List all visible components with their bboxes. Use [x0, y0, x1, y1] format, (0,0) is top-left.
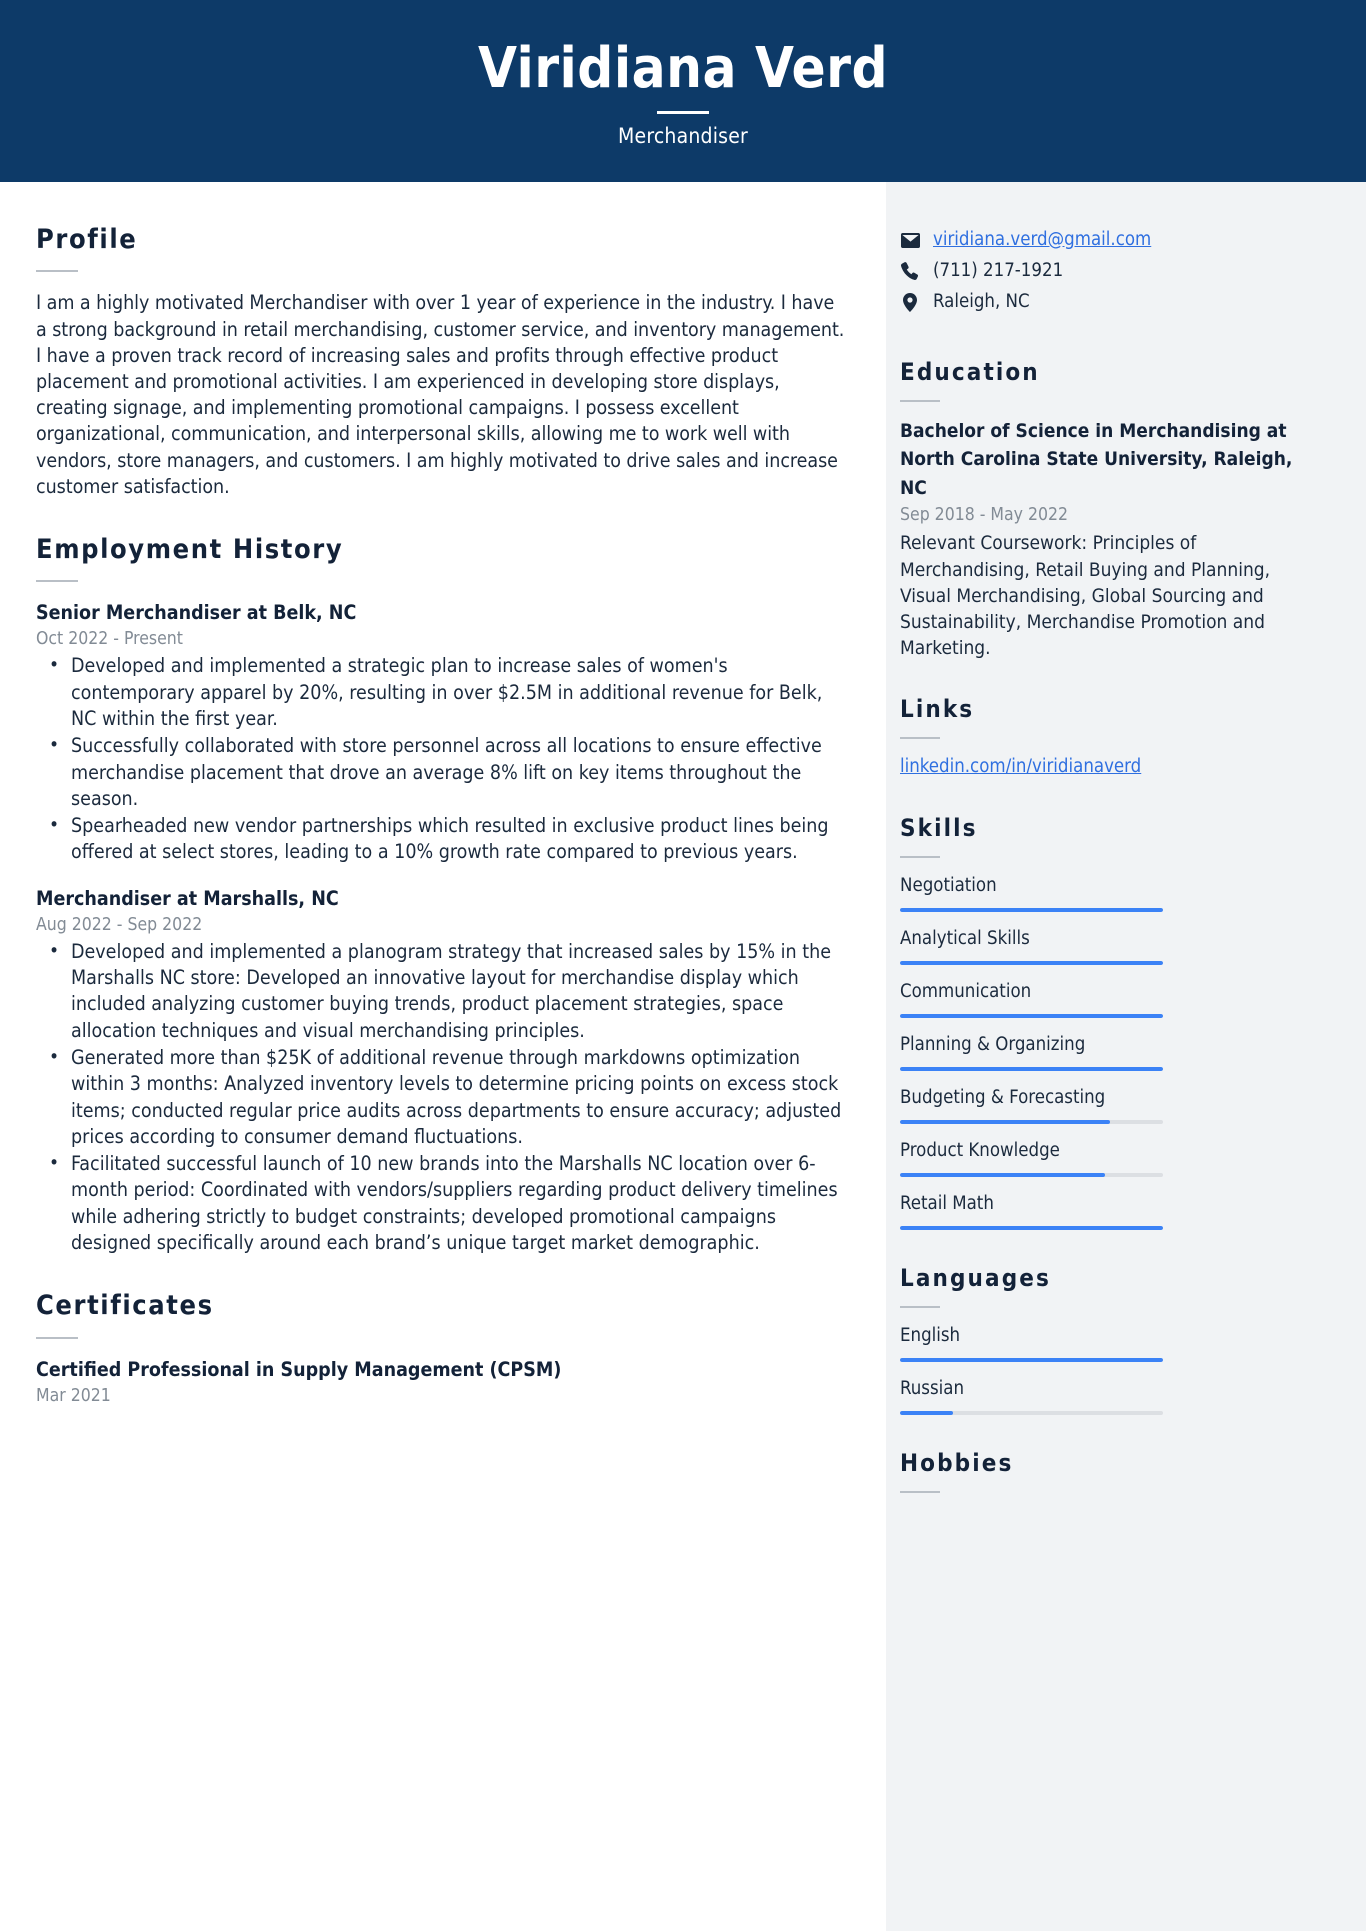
contact-link[interactable]: viridiana.verd@gmail.com	[933, 229, 1152, 250]
contact-text: (711) 217-1921	[933, 260, 1064, 281]
job-bullet: • Developed and implemented a planogram strategy that increased sales by 15% in the Marshalls NC store: Developed an innovative layout for merchandise display which included analyzing customer buying trends, product placement strategies, space allocation techniques and visual merchandising principles.	[69, 939, 846, 1044]
language-label: English	[900, 1324, 961, 1346]
contact-row	[900, 288, 1306, 316]
contact-list	[900, 226, 1306, 316]
skill	[900, 1138, 1306, 1177]
skill	[900, 1191, 1306, 1230]
section-divider	[36, 580, 78, 582]
section-certificates	[36, 1290, 846, 1407]
job-title: Merchandiser at Marshalls, NC	[36, 886, 339, 910]
job-bullet: • Generated more than $25K of additional revenue through markdowns optimization within 3 months: Analyzed inventory levels to determine pricing points on excess stock items; conducted regular price audits across departments to ensure accuracy; adjusted prices according to consumer demand fluctuations.	[69, 1045, 846, 1150]
skill	[900, 873, 1306, 912]
section-divider	[900, 1491, 940, 1493]
skill-bar-track	[900, 908, 1163, 912]
page-title: Viridiana Verd	[477, 36, 889, 102]
section-employment-history	[36, 534, 846, 1256]
job-bullet: • Facilitated successful launch of 10 new brands into the Marshalls NC location over 6-month period: Coordinated with vendors/suppliers regarding product delivery timelines while adhering strictly to budget constraints; developed promotional campaigns designed specifically around each brand’s unique target market demographic.	[69, 1151, 846, 1256]
location-pin-icon	[900, 293, 920, 312]
section-profile	[36, 224, 846, 500]
section-education	[900, 358, 1306, 661]
certificates-list	[36, 1357, 846, 1408]
language-bar-track	[900, 1411, 1163, 1415]
section-divider	[900, 1306, 940, 1308]
section-heading-links: Links	[900, 695, 975, 724]
skill-bar-fill	[900, 1173, 1105, 1177]
language-bar-fill	[900, 1358, 1163, 1362]
employment-list	[36, 600, 846, 1256]
links-list	[900, 754, 1306, 780]
job-date: Aug 2022 - Sep 2022	[36, 914, 203, 935]
job-bullet-list	[36, 939, 846, 1257]
section-heading-languages: Languages	[900, 1263, 1051, 1292]
contact-row	[900, 257, 1306, 285]
skill-bar-fill	[900, 1014, 1163, 1018]
job-bullet: • Spearheaded new vendor partnerships which resulted in exclusive product lines being offered at select stores, leading to a 10% growth rate compared to previous years.	[69, 813, 846, 866]
certificate-date: Mar 2021	[36, 1385, 111, 1406]
profile-text: I am a highly motivated Merchandiser with over 1 year of experience in the industry. I have a strong background in retail merchandising, customer service, and inventory management. I have a proven track record of increasing sales and profits through effective product placement and promotional activities. I am experienced in developing store displays, creating signage, and implementing promotional campaigns. I possess excellent organizational, communication, and interpersonal skills, allowing me to work well with vendors, store managers, and customers. I am highly motivated to drive sales and increase customer satisfaction.	[36, 291, 845, 498]
education-date: Sep 2018 - May 2022	[900, 505, 1069, 526]
job-date: Oct 2022 - Present	[36, 629, 183, 650]
skill-label: Analytical Skills	[900, 927, 1030, 949]
certificate-title: Certified Professional in Supply Management (CPSM)	[36, 1357, 562, 1381]
skill-bar-track	[900, 961, 1163, 965]
skill-label: Negotiation	[900, 874, 997, 896]
header-divider	[657, 111, 709, 114]
skill-bar-fill	[900, 1067, 1163, 1071]
employment-entry	[36, 886, 846, 1257]
job-bullet-list	[36, 653, 846, 865]
sidebar-column	[886, 182, 1366, 1931]
section-heading-education: Education	[900, 358, 1040, 386]
section-heading-hobbies: Hobbies	[900, 1448, 1014, 1477]
language	[900, 1376, 1306, 1415]
skill-bar-track	[900, 1014, 1163, 1018]
language-label: Russian	[900, 1377, 965, 1399]
section-heading-skills: Skills	[900, 814, 978, 843]
skills-list	[900, 873, 1306, 1230]
main-column	[0, 182, 886, 1931]
phone-icon	[900, 262, 920, 280]
skill	[900, 979, 1306, 1018]
skill-label: Product Knowledge	[900, 1139, 1060, 1161]
resume-body	[0, 182, 1366, 1931]
education-degree: Bachelor of Science in Merchandising at North Carolina State University, Raleigh, NC	[900, 419, 1293, 499]
section-heading-employment: Employment History	[36, 534, 344, 566]
section-divider	[36, 1337, 78, 1339]
skill-bar-fill	[900, 908, 1163, 912]
education-description: Relevant Coursework: Principles of Merchandising, Retail Buying and Planning, Visual Merchandising, Global Sourcing and Sustainability, Merchandise Promotion and Marketing.	[900, 532, 1271, 660]
skill-bar-fill	[900, 1226, 1163, 1230]
contact-text: Raleigh, NC	[933, 291, 1030, 312]
section-divider	[900, 400, 940, 402]
email-icon	[900, 233, 920, 248]
skill	[900, 926, 1306, 965]
job-title: Senior Merchandiser at Belk, NC	[36, 601, 357, 625]
job-bullet: • Successfully collaborated with store personnel across all locations to ensure effective merchandise placement that drove an average 8% lift on key items throughout the season.	[69, 733, 846, 812]
resume-header	[0, 0, 1366, 182]
contact-row[interactable]	[900, 226, 1306, 254]
employment-entry	[36, 600, 846, 865]
profile-link[interactable]: linkedin.com/in/viridianaverd	[900, 756, 1142, 778]
section-links	[900, 695, 1306, 780]
certificate-entry	[36, 1357, 846, 1408]
section-divider	[36, 270, 78, 272]
section-languages	[900, 1264, 1306, 1415]
header-job-title: Merchandiser	[617, 123, 749, 148]
section-heading-profile: Profile	[36, 224, 138, 255]
skill-bar-fill	[900, 961, 1163, 965]
skill-label: Retail Math	[900, 1192, 994, 1214]
skill-bar-track	[900, 1226, 1163, 1230]
section-skills	[900, 814, 1306, 1230]
language-bar-fill	[900, 1411, 953, 1415]
language-bar-track	[900, 1358, 1163, 1362]
language	[900, 1323, 1306, 1362]
languages-list	[900, 1323, 1306, 1415]
section-hobbies	[900, 1449, 1306, 1493]
skill-bar-fill	[900, 1120, 1110, 1124]
skill	[900, 1085, 1306, 1124]
skill-bar-track	[900, 1173, 1163, 1177]
skill-label: Communication	[900, 980, 1032, 1002]
section-heading-certificates: Certificates	[36, 1290, 214, 1322]
skill-label: Budgeting & Forecasting	[900, 1086, 1106, 1108]
section-divider	[900, 737, 940, 739]
section-divider	[900, 856, 940, 858]
job-bullet: • Developed and implemented a strategic plan to increase sales of women's contemporary apparel by 20%, resulting in over $2.5M in additional revenue for Belk, NC within the first year.	[69, 653, 846, 732]
skill-bar-track	[900, 1067, 1163, 1071]
skill-bar-track	[900, 1120, 1163, 1124]
skill	[900, 1032, 1306, 1071]
skill-label: Planning & Organizing	[900, 1033, 1086, 1055]
